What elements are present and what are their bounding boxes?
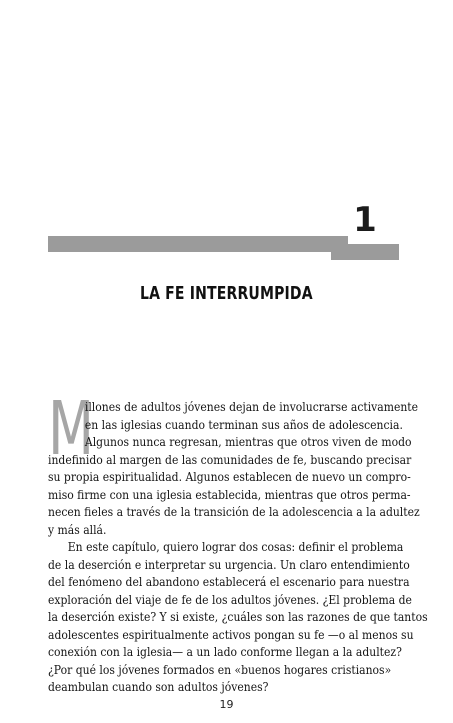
text-line: en las iglesias cuando terminan sus años de adolescencia. xyxy=(84,417,403,432)
text-line: la deserción existe? Y si existe, ¿cuáles son las razones de que tantos xyxy=(48,610,428,624)
paragraph-2 xyxy=(48,539,428,697)
paragraph-1 xyxy=(48,386,420,539)
text-line: adolescentes espiritualmente activos pongan su fe —o al menos su xyxy=(48,627,414,642)
text-line: En este capítulo, quiero lograr dos cosas: definir el problema xyxy=(67,540,404,554)
text-line: conexión con la iglesia— a un lado conforme llegan a la adultez? xyxy=(48,645,402,659)
text-line: miso firme con una iglesia establecida, mientras que otros perma- xyxy=(48,487,411,502)
text-line: del fenómeno del abandono establecerá el escenario para nuestra xyxy=(48,575,410,589)
body-text xyxy=(48,386,428,697)
text-line: indefinido al margen de las comunidades de fe, buscando precisar xyxy=(48,452,412,467)
text-line: exploración del viaje de fe de los adultos jóvenes. ¿El problema de xyxy=(48,592,412,607)
text-line: deambulan cuando son adultos jóvenes? xyxy=(48,680,269,694)
text-line: Algunos nunca regresan, mientras que otros viven de modo xyxy=(84,435,412,449)
text-line: illones de adultos jóvenes dejan de involucrarse activamente xyxy=(84,400,419,414)
chapter-header-band xyxy=(48,236,348,252)
page-number: 19 xyxy=(219,698,234,711)
text-line: ¿Por qué los jóvenes formados en «buenos hogares cristianos» xyxy=(48,662,392,677)
text-line: de la deserción e interpretar su urgencia. Un claro entendimiento xyxy=(48,557,410,572)
chapter-number-band xyxy=(331,244,399,260)
chapter-title: LA FE INTERRUMPIDA xyxy=(140,283,313,304)
text-line: y más allá. xyxy=(48,522,107,537)
text-line: necen fieles a través de la transición de la adolescencia a la adultez xyxy=(48,505,420,519)
chapter-number: 1 xyxy=(353,200,377,240)
text-line: su propia espiritualidad. Algunos establecen de nuevo un compro- xyxy=(48,470,411,484)
drop-cap: M xyxy=(48,386,94,472)
